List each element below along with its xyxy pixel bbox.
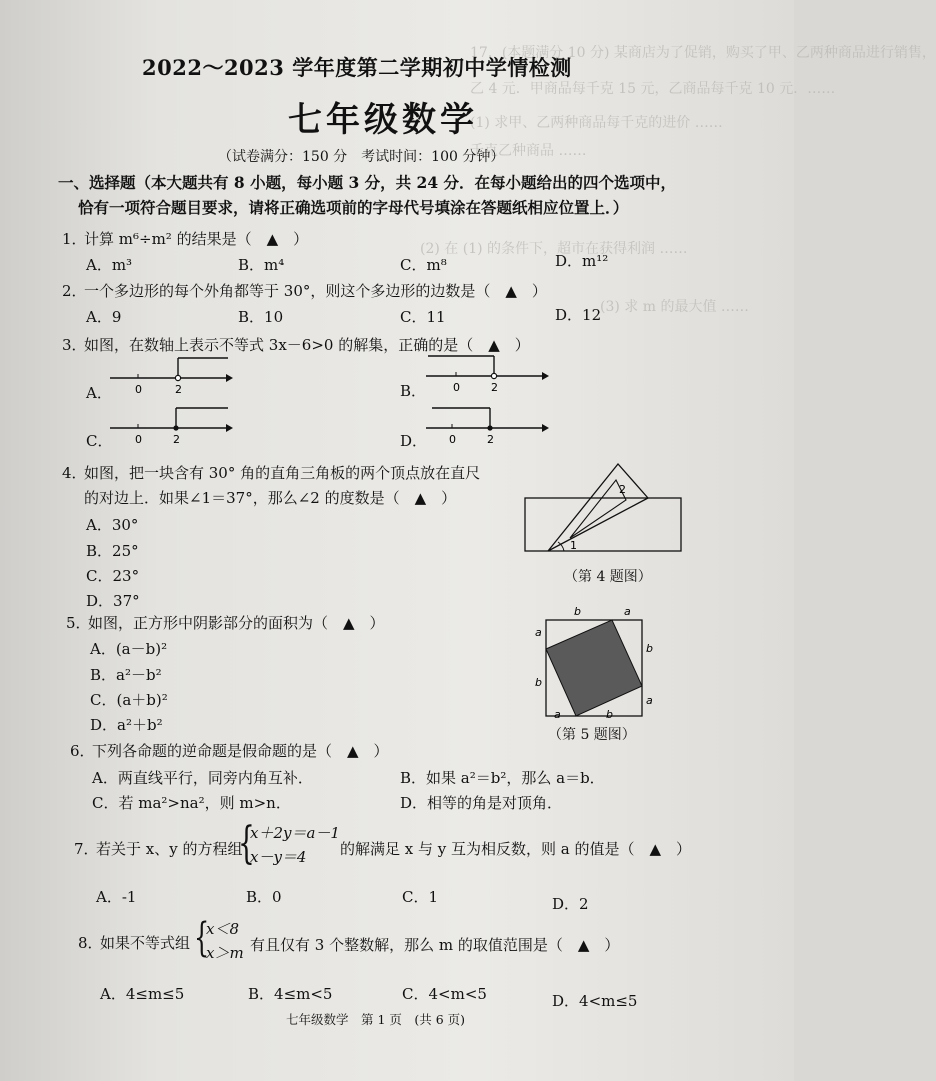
- svg-text:2: 2: [487, 433, 494, 446]
- question-4-text-line2: 的对边上．如果∠1＝37°，那么∠2 的度数是（ ▲ ）: [84, 489, 457, 507]
- axis-label-0: 0: [135, 383, 142, 396]
- question-5-number: 5．: [66, 614, 91, 632]
- question-4-text-line1: 如图，把一块含有 30° 角的直角三角板的两个顶点放在直尺: [84, 464, 481, 482]
- option-d: D．相等的角是对顶角．: [400, 794, 563, 812]
- system-brace: {: [194, 915, 210, 961]
- svg-text:0: 0: [449, 433, 456, 446]
- bleed-through-line: (2) 在 (1) 的条件下，超市在获得利润 ……: [420, 241, 688, 257]
- question-3-text: 如图，在数轴上表示不等式 3x－6>0 的解集，正确的是（ ▲ ）: [84, 336, 530, 354]
- option-a: A．4≤m≤5: [100, 985, 185, 1003]
- svg-text:b: b: [535, 676, 542, 689]
- square-figure: [530, 604, 658, 722]
- exam-info: （试卷满分：150 分 考试时间：100 分钟）: [218, 149, 505, 165]
- option-d: D．4<m≤5: [552, 992, 638, 1010]
- svg-text:a: a: [624, 605, 631, 618]
- svg-text:b: b: [646, 642, 653, 655]
- number-line-c: [108, 402, 234, 448]
- question-7-text-after: 的解满足 x 与 y 互为相反数，则 a 的值是（ ▲ ）: [340, 840, 692, 858]
- section-heading-line1: 一、选择题（本大题共有 8 小题，每小题 3 分，共 24 分．在每小题给出的四个选项中，: [58, 173, 677, 192]
- equation-1: x＋2y＝a－1: [250, 824, 340, 842]
- option-b: B．0: [246, 888, 282, 906]
- option-c: C．: [86, 432, 113, 450]
- option-b: B．a²－b²: [90, 666, 162, 684]
- angle-2-label: 2: [619, 483, 626, 496]
- option-d: D．a²＋b²: [90, 716, 163, 734]
- number-line-a: [108, 352, 234, 398]
- axis-label-2: 2: [175, 383, 182, 396]
- option-c: C．23°: [86, 567, 140, 585]
- svg-text:a: a: [646, 694, 653, 707]
- option-b: B．4≤m<5: [248, 985, 333, 1003]
- option-c: C．m⁸: [400, 256, 447, 274]
- question-6-text: 下列各命题的逆命题是假命题的是（ ▲ ）: [92, 742, 389, 760]
- option-c: C．若 ma²>na²，则 m>n．: [92, 794, 291, 812]
- figure-5-caption: （第 5 题图）: [548, 727, 636, 743]
- equation-2: x－y＝4: [250, 848, 307, 866]
- question-8-text-before: 如果不等式组: [100, 934, 191, 952]
- option-d: D．: [400, 432, 428, 450]
- option-c: C．(a＋b)²: [90, 691, 168, 709]
- question-4-number: 4．: [62, 464, 87, 482]
- option-a: A．两直线平行，同旁内角互补．: [92, 769, 313, 787]
- system-brace: {: [238, 818, 255, 869]
- option-a: A．m³: [86, 256, 133, 274]
- bleed-through-line: 17．(本题满分 10 分) 某商店为了促销，购买了甲、乙两种商品进行销售，: [470, 45, 936, 61]
- question-1-number: 1．: [62, 230, 87, 248]
- svg-text:b: b: [606, 708, 613, 721]
- question-2-text: 一个多边形的每个外角都等于 30°，则这个多边形的边数是（ ▲ ）: [84, 282, 547, 300]
- option-a: A．9: [86, 308, 122, 326]
- svg-text:a: a: [535, 626, 542, 639]
- number-line-d: [424, 402, 550, 448]
- svg-text:0: 0: [135, 433, 142, 446]
- angle-1-label: 1: [570, 539, 577, 552]
- page-footer: 七年级数学 第 1 页 (共 6 页): [286, 1012, 466, 1027]
- svg-text:2: 2: [173, 433, 180, 446]
- question-1-text: 计算 m⁶÷m² 的结果是（ ▲ ）: [84, 230, 309, 248]
- bleed-through-line: 千克乙种商品 ……: [470, 143, 587, 159]
- option-b: B．m⁴: [238, 256, 285, 274]
- figure-4-caption: （第 4 题图）: [564, 569, 652, 585]
- svg-text:2: 2: [491, 381, 498, 394]
- option-b: B．10: [238, 308, 284, 326]
- option-a: A．30°: [86, 516, 139, 534]
- option-b: B．25°: [86, 542, 139, 560]
- option-d: D．2: [552, 895, 589, 913]
- ruler-triangle-figure: [520, 458, 690, 558]
- question-6-number: 6．: [70, 742, 95, 760]
- option-c: C．4<m<5: [402, 985, 487, 1003]
- question-7-number: 7．: [74, 840, 99, 858]
- question-3-number: 3．: [62, 336, 87, 354]
- number-line-b: [424, 352, 550, 398]
- option-d: D．12: [555, 306, 602, 324]
- option-b: B．如果 a²＝b²，那么 a＝b．: [400, 769, 605, 787]
- subject-title: 七年级数学: [288, 100, 478, 140]
- option-a: A．(a－b)²: [90, 640, 168, 658]
- question-7-text-before: 若关于 x、y 的方程组: [96, 840, 243, 858]
- bleed-through-line: (3) 求 m 的最大值 ……: [600, 299, 749, 315]
- question-5-text: 如图，正方形中阴影部分的面积为（ ▲ ）: [88, 614, 385, 632]
- svg-text:a: a: [554, 708, 561, 721]
- exam-year-title: 2022～2023 学年度第二学期初中学情检测: [142, 55, 572, 80]
- question-8-number: 8．: [78, 934, 103, 952]
- option-c: C．1: [402, 888, 439, 906]
- bleed-through-line: 乙 4 元．甲商品每千克 15 元，乙商品每千克 10 元．……: [470, 81, 836, 97]
- option-d: D．m¹²: [555, 252, 609, 270]
- option-c: C．11: [400, 308, 446, 326]
- option-b: B．: [400, 382, 427, 400]
- question-8-text-after: 有且仅有 3 个整数解，那么 m 的取值范围是（ ▲ ）: [250, 936, 620, 954]
- svg-text:b: b: [574, 605, 581, 618]
- section-heading-line2: 恰有一项符合题目要求，请将正确选项前的字母代号填涂在答题纸相应位置上．）: [78, 198, 629, 217]
- bleed-through-line: (1) 求甲、乙两种商品每千克的进价 ……: [470, 115, 723, 131]
- option-a: A．: [86, 384, 112, 402]
- inequality-2: x＞m: [206, 944, 244, 962]
- svg-text:0: 0: [453, 381, 460, 394]
- inequality-1: x＜8: [206, 920, 240, 938]
- option-d: D．37°: [86, 592, 140, 610]
- option-a: A．-1: [96, 888, 137, 906]
- question-2-number: 2．: [62, 282, 87, 300]
